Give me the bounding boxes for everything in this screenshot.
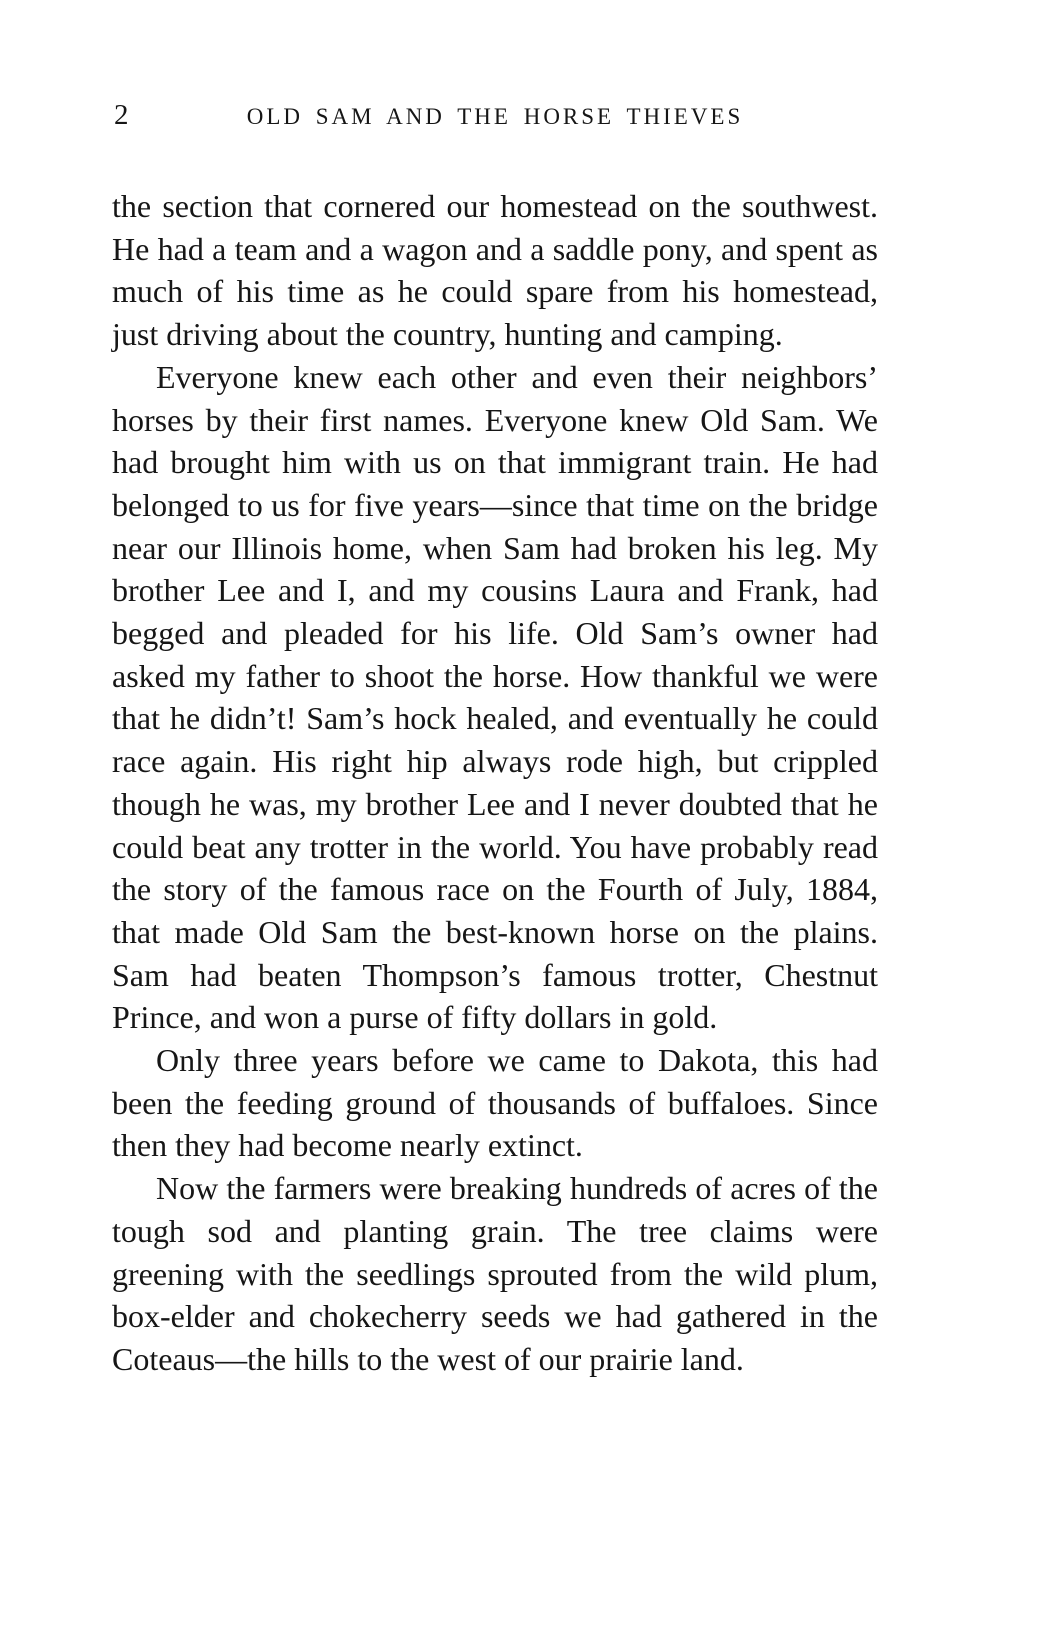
paragraph: Everyone knew each other and even their neighbors’ horses by their first names. Everyone knew Old Sam. We had brought him with us on that immigrant train. He had belonged to us for five years—since that time on the bridge near our Illinois home, when Sam had broken his leg. My brother Lee and I, and my cousins Laura and Frank, had begged and pleaded for his life. Old Sam’s owner had asked my father to shoot the horse. How thankful we were that he didn’t! Sam’s hock healed, and eventually he could race again. His right hip always rode high, but crippled though he was, my brother Lee and I never doubted that he could beat any trotter in the world. You have probably read the story of the famous race on the Fourth of July, 1884, that made Old Sam the best-known horse on the plains. Sam had beaten Thompson’s famous trotter, Chestnut Prince, and won a purse of fifty dollars in gold.	[112, 358, 878, 1036]
text-column	[112, 0, 878, 1381]
paragraph: Only three years before we came to Dakota, this had been the feeding ground of thousands of buffaloes. Since then they had become nearly extinct.	[112, 1042, 878, 1164]
page-header	[112, 99, 878, 135]
page-number: 2	[114, 99, 129, 131]
paragraph: Now the farmers were breaking hundreds of acres of the tough sod and planting grain. The tree claims were greening with the seedlings sprouted from the wild plum, box-elder and chokecherry seeds we had gathered in the Coteaus—the hills to the west of our prairie land.	[112, 1170, 878, 1377]
body-text	[112, 185, 878, 1381]
running-title: OLD SAM AND THE HORSE THIEVES	[246, 104, 744, 129]
paragraph: the section that cornered our homestead on the southwest. He had a team and a wagon and a saddle pony, and spent as much of his time as he could spare from his homestead, just driving about the country, hunting and camping.	[112, 188, 878, 353]
